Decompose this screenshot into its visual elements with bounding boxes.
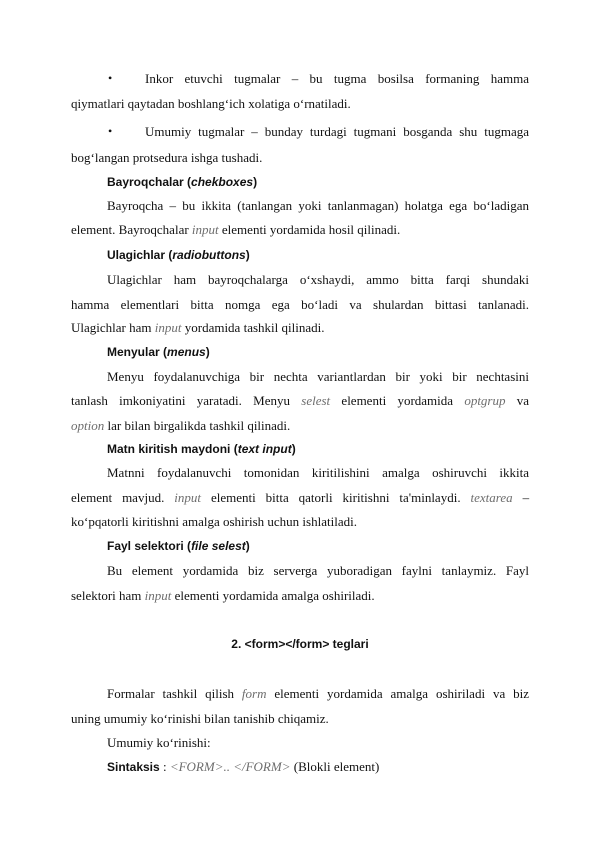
text-input-line-3: ko‘pqatorli kiritishni amalga oshirish uchun ishlatiladi. (71, 514, 357, 529)
heading-text-input: Matn kiritish maydoni (text input) (107, 442, 296, 456)
menus-line-3: option lar bilan birgalikda tashkil qilinadi. (71, 418, 291, 433)
menus-line-1: Menyu foydalanuvchiga bir nechta variantlardan bir yoki bir nechtasini (107, 369, 529, 384)
bullet-1-line-2: qiymatlari qaytadan boshlang‘ich xolatiga o‘rnatiladi. (71, 96, 351, 111)
file-selector-line-2: selektori ham input elementi yordamida amalga oshiriladi. (71, 588, 375, 603)
radiobuttons-line-1: Ulagichlar ham bayroqchalarga o‘xshaydi, ammo bitta farqi shundaki (107, 272, 529, 287)
heading-radiobuttons: Ulagichlar (radiobuttons) (107, 248, 250, 262)
heading-file-selector: Fayl selektori (file selest) (107, 539, 250, 553)
text-input-line-1: Matnni foydalanuvchi tomonidan kiritilishini amalga oshiruvchi ikkita (107, 465, 529, 480)
section-title: 2. <form></form> teglari (231, 637, 369, 651)
text-input-line-2: element mavjud. input elementi bitta qatorli kiritishni ta'minlaydi. textarea – (71, 490, 530, 505)
radiobuttons-line-2: hamma elementlari bitta nomga ega bo‘ladi va shulardan bittasi tanlanadi. (71, 297, 529, 312)
forms-intro-line-1: Formalar tashkil qilish form elementi yordamida amalga oshiriladi va biz (107, 686, 530, 701)
checkboxes-line-2: element. Bayroqchalar input elementi yordamida hosil qilinadi. (71, 222, 401, 237)
bullet-2-line-2: bog‘langan protsedura ishga tushadi. (71, 150, 263, 165)
bullet-1-line-1: Inkor etuvchi tugmalar – bu tugma bosilsa formaning hamma (145, 71, 529, 86)
bullet-icon: • (108, 124, 113, 138)
forms-intro-line-2: uning umumiy ko‘rinishi bilan tanishib chiqamiz. (71, 711, 329, 726)
bullet-2-line-1: Umumiy tugmalar – bunday turdagi tugmani bosganda shu tugmaga (145, 124, 529, 139)
heading-menus: Menyular (menus) (107, 345, 210, 359)
general-view-label: Umumiy ko‘rinishi: (107, 735, 211, 750)
bullet-icon: • (108, 71, 113, 85)
syntax-line: Sintaksis : <FORM>.. </FORM> (Blokli element) (107, 759, 380, 774)
heading-checkboxes: Bayroqchalar (chekboxes) (107, 175, 258, 189)
radiobuttons-line-3: Ulagichlar ham input yordamida tashkil qilinadi. (71, 320, 325, 335)
menus-line-2: tanlash imkoniyatini yaratadi. Menyu selest elementi yordamida optgrup va (71, 393, 530, 408)
file-selector-line-1: Bu element yordamida biz serverga yuboradigan faylni tanlaymiz. Fayl (107, 563, 529, 578)
checkboxes-line-1: Bayroqcha – bu ikkita (tanlangan yoki tanlanmagan) holatga ega bo‘ladigan (107, 198, 529, 213)
